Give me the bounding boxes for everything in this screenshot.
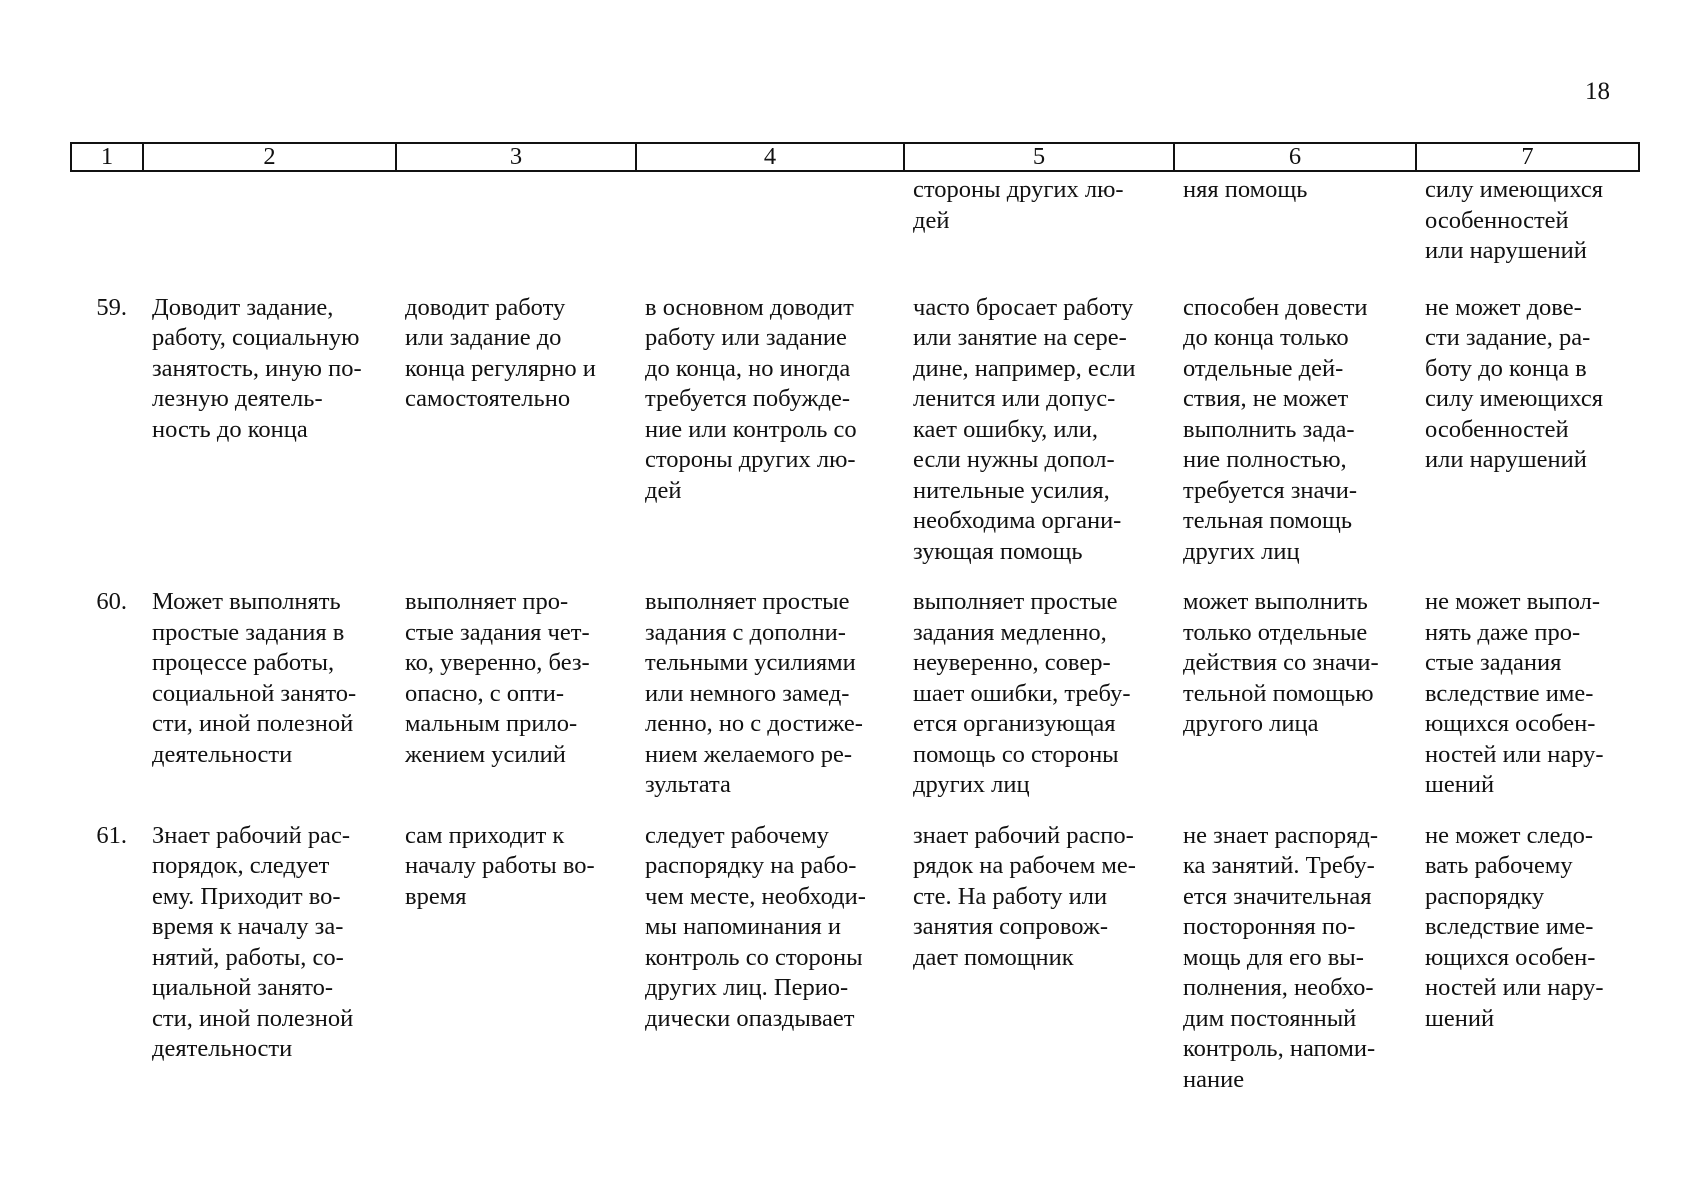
cell-level-4: не может дове- сти задание, ра- боту до конца в силу имеющихся особенностей или нарушений bbox=[1425, 293, 1604, 473]
cell-level-1: следует рабочему распорядку на рабо- чем месте, необходи- мы напоминания и контроль со стороны других лиц. Перио- дически опаздывает bbox=[645, 821, 866, 1032]
cell-level-1: в основном доводит работу или задание до конца, но иногда требуется побужде- ние или контроль со стороны других лю- дей bbox=[645, 293, 857, 504]
cell-level-2: часто бросает работу или занятие на сере- дине, например, если ленится или допус- кает ошибку, или, если нужны допол- нительные усилия, необходима органи- зующая помощь bbox=[913, 293, 1136, 565]
column-number-1: 1 bbox=[71, 143, 143, 171]
column-number-7: 7 bbox=[1416, 143, 1639, 171]
row-number bbox=[71, 171, 143, 289]
cell-level-0 bbox=[396, 171, 636, 289]
page-number: 18 bbox=[1585, 78, 1610, 105]
cell-level-2: стороны других лю- дей bbox=[913, 176, 1124, 234]
column-number-5: 5 bbox=[904, 143, 1174, 171]
row-number: 59. bbox=[96, 293, 127, 321]
cell-level-3: не знает распоряд- ка занятий. Требу- ется значительная посторонняя по- мощь для его вы- полнения, необхо- дим постоянный контроль, напоми- нание bbox=[1183, 821, 1378, 1093]
cell-level-0: сам приходит к началу работы во- время bbox=[405, 821, 595, 910]
table-row-60 bbox=[71, 583, 1639, 817]
table-row-continued bbox=[71, 171, 1639, 289]
cell-level-3: может выполнить только отдельные действия со значи- тельной помощью другого лица bbox=[1183, 588, 1379, 737]
row-number: 60. bbox=[96, 588, 127, 615]
cell-level-3: няя помощь bbox=[1183, 176, 1308, 203]
assessment-table bbox=[70, 142, 1640, 1105]
cell-level-3: способен довести до конца только отдельные дей- ствия, не может выполнить зада- ние полностью, требуется значи- тельная помощь других лиц bbox=[1183, 293, 1368, 565]
cell-level-4: силу имеющихся особенностей или нарушений bbox=[1425, 176, 1604, 264]
column-number-4: 4 bbox=[636, 143, 904, 171]
column-number-header-row bbox=[71, 143, 1639, 171]
cell-criterion: Доводит задание, работу, социальную занятость, иную по- лезную деятель- ность до конца bbox=[152, 293, 362, 443]
cell-criterion bbox=[143, 171, 396, 289]
row-number: 61. bbox=[96, 821, 127, 849]
cell-criterion: Может выполнять простые задания в процессе работы, социальной занято- сти, иной полезной деятельности bbox=[152, 588, 357, 768]
cell-level-4: не может следо- вать рабочему распорядку вследствие име- ющихся особен- ностей или нару- шений bbox=[1425, 821, 1604, 1032]
table-row-61 bbox=[71, 817, 1639, 1106]
cell-level-1: выполняет простые задания с дополни- тельными усилиями или немного замед- ленно, но с достиже- нием желаемого ре- зультата bbox=[645, 588, 863, 798]
cell-level-0: выполняет про- стые задания чет- ко, уверенно, без- опасно, с опти- мальным прило- жением усилий bbox=[405, 588, 590, 768]
cell-level-2: выполняет простые задания медленно, неуверенно, совер- шает ошибки, требу- ется организующая помощь со стороны других лиц bbox=[913, 588, 1131, 798]
column-number-6: 6 bbox=[1174, 143, 1416, 171]
cell-criterion: Знает рабочий рас- порядок, следует ему. Приходит во- время к началу за- нятий, работы, со- циальной занято- сти, иной полезной деятельности bbox=[152, 821, 354, 1062]
cell-level-0: доводит работу или задание до конца регулярно и самостоятельно bbox=[405, 293, 596, 412]
cell-level-2: знает рабочий распо- рядок на рабочем ме- сте. На работу или занятия сопровож- дает помощник bbox=[913, 821, 1136, 971]
table-row-59 bbox=[71, 289, 1639, 584]
cell-level-1 bbox=[636, 171, 904, 289]
cell-level-4: не может выпол- нять даже про- стые задания вследствие име- ющихся особен- ностей или нару- шений bbox=[1425, 588, 1604, 798]
column-number-3: 3 bbox=[396, 143, 636, 171]
column-number-2: 2 bbox=[143, 143, 396, 171]
